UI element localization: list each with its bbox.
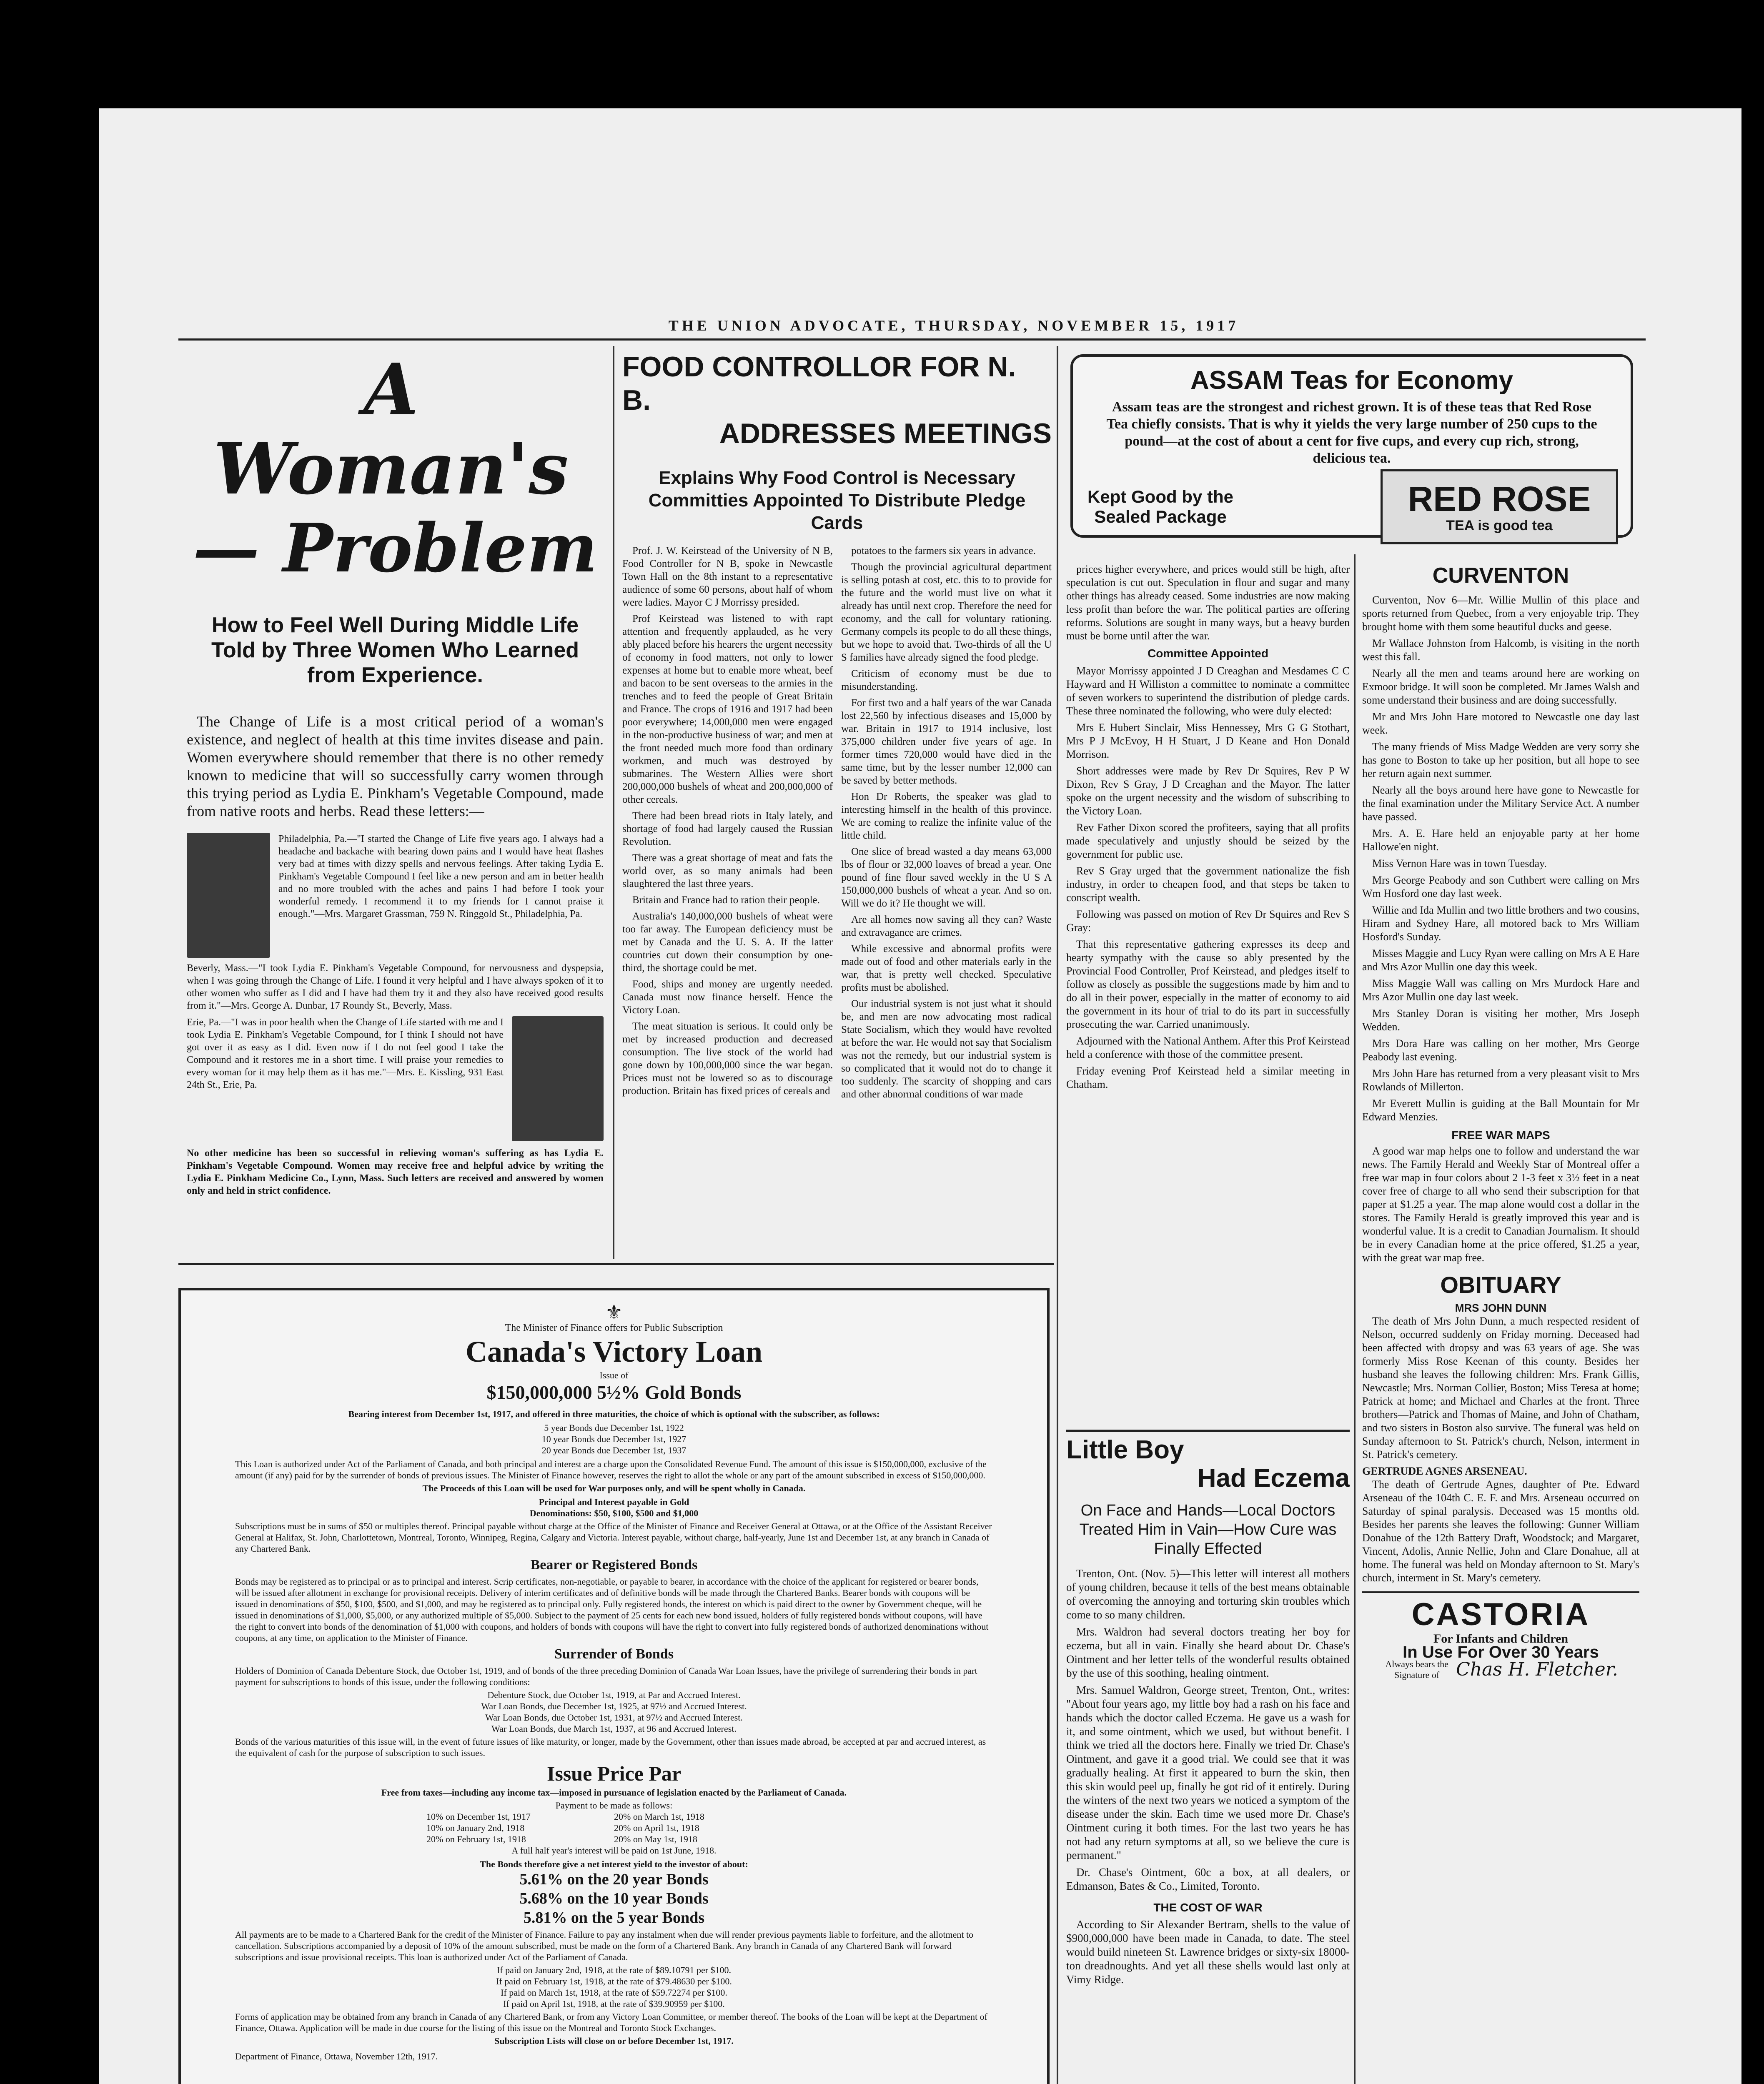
paragraph: potatoes to the farmers six years in advance. [851, 545, 1036, 556]
ad-line: Subscription Lists will close on or before December 1st, 1917. [494, 2036, 734, 2046]
masthead: THE UNION ADVOCATE, THURSDAY, NOVEMBER 15, 1917 [668, 317, 1239, 334]
headline: ADDRESSES MEETINGS [719, 418, 1052, 449]
paragraph: Holders of Dominion of Canada Debenture Stock, due October 1st, 1919, and of bonds of the three preceding Dominion of Canada War Loan Issues, have the privilege of surrendering their bonds in part payment for subscriptions to bonds of this issue, under the following conditions: [235, 1666, 977, 1687]
yield-list [235, 1870, 993, 1927]
paragraph: While excessive and abnormal profits were made out of food and other materials early in the war, that is pretty well checked. Speculative profits must be abolished. [841, 943, 1052, 993]
loan-amount: $150,000,000 5½% Gold Bonds [486, 1382, 742, 1403]
letter-beverly: Beverly, Mass.—"I took Lydia E. Pinkham's Vegetable Compound, for nervousness and dyspepsia, when I was going through the Change of Life. I found it very helpful and I have always spoken of it to other women who suffer as I did and I have had them try it and they also have received good results from it."—Mrs. George A. Dunbar, 17 Roundy St., Beverly, Mass. [187, 963, 604, 1011]
rate: If paid on April 1st, 1918, at the rate of $39.90959 per $100. [503, 1999, 725, 2009]
ad-line: Always bears the Signature of [1385, 1659, 1448, 1680]
maturity-list [235, 1422, 993, 1456]
subhead: Surrender of Bonds [554, 1646, 674, 1662]
brand-sub: TEA is good tea [1446, 517, 1553, 534]
ad-line: In Use For Over 30 Years [1403, 1643, 1599, 1661]
paragraph: Mrs. Waldron had several doctors treating her boy for eczema, but all in vain. Finally she heard about Dr. Chase's Ointment and her letter tells of the wonderful results obtained by the use of this soothing, healing ointment. [1066, 1626, 1350, 1679]
paragraph: Dr. Chase's Ointment, 60c a box, at all dealers, or Edmanson, Bates & Co., Limited, Toronto. [1066, 1866, 1350, 1892]
headline: Had Eczema [1197, 1464, 1350, 1493]
paragraph: Prof Keirstead was listened to with rapt attention and frequently applauded, as he very ably placed before his hearers the urgent necessity of economy in food matters, not only to lower expenses at home but to enable more wheat, beef and bacon to be sent overseas to the armies in the trenches and to feed the people of Great Britain and France. The crops of 1916 and 1917 had been poor everywhere; 14,000,000 men were engaged in the non-productive business of war; and men at the front needed much more food than ordinary workmen, and much was destroyed by submarines. The Western Allies were short 200,000,000 bushels of wheat and 200,000,000 of other cereals. [622, 613, 833, 805]
paragraph: Following was passed on motion of Rev Dr Squires and Rev S Gray: [1066, 908, 1350, 934]
section-title: CURVENTON [1432, 564, 1569, 588]
paragraph: Mrs George Peabody and son Cuthbert were calling on Mrs Wm Hosford one day last week. [1362, 874, 1639, 899]
article-column-1 [622, 544, 833, 1104]
paragraph: Mrs. Samuel Waldron, George street, Trenton, Ont., writes: "About four years ago, my little boy had a rash on his face and hands which the doctor called Eczema. He gave us a wash for it, and some ointment, which we used, but without benefit. I think we tried all the doctors here. Finally we tried Dr. Chase's Ointment, and gave it a good trial. We could see that it was gradually healing. At first it appeared to burn the skin, then this skin would peel up, finally he got rid of it entirely. During the winters of the next two years we noticed a symptom of the disease under the skin. Each time we used more Dr. Chase's Ointment curing it both times. For the last two years he has not had any return symptoms at all, so we believe the cure is permanent." [1066, 1684, 1350, 1861]
paragraph: Forms of application may be obtained from any branch in Canada of any Chartered Bank, or from any Victory Loan Committee, or member thereof. The books of the Loan will be kept at the Department of Finance, Ottawa. Application will be made in due course for the listing of this issue on the Montreal and Toronto Stock Exchanges. [235, 2011, 987, 2033]
ad-title-line1: A Woman's [213, 348, 569, 511]
ad-line: Issue of [599, 1370, 629, 1380]
ad-line: The Proceeds of this Loan will be used for War purposes only, and will be spent wholly in Canada. [422, 1483, 806, 1493]
paragraph: Mayor Morrissy appointed J D Creaghan and Mesdames C C Hayward and H Williston a committee to nominate a committee of seven workers to superintend the distribution of pledge cards. These three nominated the following, who were duly elected: [1066, 665, 1350, 717]
subhead: MRS JOHN DUNN [1455, 1302, 1547, 1314]
paragraph: One slice of bread wasted a day means 63,000 lbs of flour or 32,000 loaves of bread a year. One pound of fine flour saved weekly in the U S A 150,000,000 bushels of wheat a year. And so on. Will we do it? He thought we will. [841, 846, 1052, 909]
tea-package [1381, 469, 1618, 544]
castoria-ad [1362, 1591, 1639, 1681]
column-divider-1 [613, 346, 614, 1259]
paragraph: Mr Wallace Johnston from Halcomb, is visiting in the north west this fall. [1362, 637, 1639, 663]
paragraph: For first two and a half years of the war Canada lost 22,560 by infectious diseases and 15,000 by war. Britain in 1917 to 1914 inclusive, lost 375,000 children under five years of age. In former times 720,000 would have died in the same time, but by the lesser number 12,000 can be saved by better methods. [841, 697, 1052, 786]
paragraph: This Loan is authorized under Act of the Parliament of Canada, and both principal and interest are a charge upon the Consolidated Revenue Fund. The amount of this issue is $150,000,000, exclusive of the amount (if any) paid for by the surrender of bonds of previous issues. The Minister of Finance however, reserves the right to allot the whole or any part of the amount subscribed in excess of $150,000,000. [235, 1459, 987, 1480]
maturity: 20 year Bonds due December 1st, 1937 [541, 1445, 687, 1455]
brand-name: RED ROSE [1408, 479, 1591, 518]
subhead: Principal and Interest payable in Gold [539, 1497, 689, 1507]
rate: If paid on February 1st, 1918, at the rate of $79.48630 per $100. [496, 1976, 732, 1986]
headline: Little Boy [1066, 1435, 1184, 1464]
paragraph: Willie and Ida Mullin and two little brothers and two cousins, Hiram and Sydney Hare, all motored back to Mrs William Hosford's Sunday. [1362, 904, 1639, 943]
paragraph: Prof. J. W. Keirstead of the University of N B, Food Controller for N B, spoke in Newcastle Town Hall on the 8th instant to a representative audience of some 60 persons, about half of whom were ladies. Mayor C J Morrissy presided. [622, 545, 833, 608]
paragraph: Food, ships and money are urgently needed. Canada must now finance herself. Hence the Victory Loan. [622, 979, 833, 1016]
list-item: War Loan Bonds, due October 1st, 1931, at 97½ and Accrued Interest. [485, 1712, 743, 1723]
paragraph: Mr and Mrs John Hare motored to Newcastle one day last week. [1362, 711, 1639, 736]
subhead: Issue Price Par [546, 1762, 682, 1785]
paragraph: Australia's 140,000,000 bushels of wheat were too far away. The European deficiency must be met by Canada and the U. S. A. If the latter countries cut down their consumption by one-third, the shortage could be met. [622, 911, 833, 974]
ad-title: CASTORIA [1411, 1597, 1590, 1632]
ad-intro: The Change of Life is a most critical period of a woman's existence, and neglect of health at this time invites disease and pain. Women everywhere should remember that there is no other remedy known to medicine that will so successfully carry women through this trying period as Lydia E. Pinkham's Vegetable Compound, made from native roots and herbs. Read these letters:— [187, 713, 604, 819]
paragraph: All payments are to be made to a Chartered Bank for the credit of the Minister of Finance. Failure to pay any instalment when due will render previous payments liable to forfeiture, and the allotment to cancellation. Subscriptions accompanied by a deposit of 10% of the amount subscribed, must be made on the form of a Chartered Bank. Any branch in Canada of any Chartered Bank will forward subscriptions and issue provisional receipts. This loan is authorized under Act of the Parliament of Canada. [235, 1929, 974, 1962]
maturity: 10 year Bonds due December 1st, 1927 [541, 1434, 687, 1444]
pinkham-ad [187, 350, 604, 1197]
ad-subtitle: How to Feel Well During Middle Life Told by Three Women Who Learned from Experience. [211, 613, 579, 687]
ad-closing: No other medicine has been so successful in relieving woman's suffering as has Lydia E. Pinkham's Vegetable Compound. Women may receive free and helpful advice by writing the Lydia E. Pinkham Medicine Co., Lynn, Mass. Such letters are received and answered by women only and held in strict confidence. [187, 1148, 604, 1196]
paragraph: Our industrial system is not just what it should be, and men are now advocating most radical State Socialism, which they would have revolted at before the war. He would not say that Socialism was not the remedy, but our industrial system is so complicated that it would not do to change it too suddenly. The scarcity of shopping and cars and other abnormal conditions of war made [841, 998, 1052, 1100]
paragraph: Mrs E Hubert Sinclair, Miss Hennessey, Mrs G G Stothart, Mrs P J McEvoy, H H Stuart, J D Keane and Hon Donald Morrison. [1066, 721, 1350, 760]
paragraph: There had been bread riots in Italy lately, and shortage of food had largely caused the Russian Revolution. [622, 810, 833, 847]
yield: 5.81% on the 5 year Bonds [523, 1909, 705, 1926]
paragraph: prices higher everywhere, and prices would still be high, after speculation is cut out. Speculation in flour and sugar and many other things has already ceased. Some industries are now making less profit than before the war. The political parties are offering reforms. Solutions are sought in many ways, but a heavy burden must be borne until after the war. [1066, 563, 1350, 642]
paragraph: Bonds of the various maturities of this issue will, in the event of future issues of like maturity, or longer, made by the Government, other than issues made abroad, be accepted at par and accrued interest, as the equivalent of cash for the purpose of subscription to such issues. [235, 1736, 986, 1758]
red-rose-ad [1070, 354, 1633, 538]
list-item: War Loan Bonds, due December 1st, 1925, at 97½ and Accrued Interest. [481, 1701, 747, 1711]
crest-icon: ⚜ [605, 1302, 623, 1324]
offer-line: The Minister of Finance offers for Public Subscription [505, 1323, 723, 1333]
rate: If paid on March 1st, 1918, at the rate of $59.72274 per $100. [501, 1987, 727, 1998]
headline: FOOD CONTROLLOR FOR N. B. [622, 351, 1016, 416]
list-item: War Loan Bonds, due March 1st, 1937, at 96 and Accrued Interest. [491, 1723, 737, 1734]
ad-line: Denominations: $50, $100, $500 and $1,000 [529, 1508, 699, 1518]
paragraph: According to Sir Alexander Bertram, shells to the value of $900,000,000 have been made in Canada, to date. The steel would build nineteen St. Lawrence bridges or sixty-six 18000-ton dreadnoughts. And yet all these shells would last only at Vimy Ridge. [1066, 1918, 1350, 1986]
portrait-image [512, 1016, 604, 1141]
food-article-continued [1066, 563, 1350, 1095]
signature: Chas H. Fletcher. [1456, 1659, 1618, 1680]
ad-line: Bearing interest from December 1st, 1917, and offered in three maturities, the choice of which is optional with the subscriber, as follows: [348, 1409, 880, 1419]
paragraph: Mrs Dora Hare was calling on her mother, Mrs George Peabody last evening. [1362, 1037, 1639, 1063]
paragraph: Curventon, Nov 6—Mr. Willie Mullin of this place and sports returned from Quebec, from a very enjoyable trip. They brought home with them some beautiful ducks and geese. [1362, 594, 1639, 633]
paragraph: Hon Dr Roberts, the speaker was glad to interesting himself in the health of this province. We are coming to realize the infinite value of the little child. [841, 791, 1052, 841]
paragraph: Subscriptions must be in sums of $50 or multiples thereof. Principal payable without charge at the Office of the Minister of Finance and Receiver General at Ottawa, or at the Office of the Assistant Receiver General at Halifax, St. John, Charlottetown, Montreal, Toronto, Winnipeg, Regina, Calgary and Victoria. Interest payable, without charge, half-yearly, June 1st and December 1st, at any branch in Canada of any Chartered Bank. [235, 1521, 992, 1554]
paragraph: The death of Gertrude Agnes, daughter of Pte. Edward Arseneau of the 104th C. E. F. and Mrs. Arseneau occurred on Saturday of spinal paralysis. Deceased was 15 months old. Besides her parents she leaves the following: Gunner William Donahue of the 12th Battery Draft, Woodstock; and Margaret, Vincent, Adolis, Annie Nellie, John and Clare Donahue, all at home. The funeral was held on Monday afternoon to St. Mary's church, interment in St. Mary's cemetery. [1362, 1478, 1639, 1584]
paragraph: Nearly all the boys around here have gone to Newcastle for the final examination under the Military Service Act. A number have passed. [1362, 784, 1639, 823]
paragraph: Trenton, Ont. (Nov. 5)—This letter will interest all mothers of young children, because it tells of the best means obtainable of overcoming the annoying and torturing skin troubles which come to so many children. [1066, 1567, 1350, 1621]
paragraph: Miss Maggie Wall was calling on Mrs Murdock Hare and Mrs Azor Mullin one day last week. [1362, 977, 1639, 1003]
deck: Explains Why Food Control is Necessary Committies Appointed To Distribute Pledge Cards [648, 468, 1026, 533]
paragraph: Criticism of economy must be due to misunderstanding. [841, 668, 1052, 692]
paragraph: That this representative gathering expresses its deep and hearty sympathy with the cause so ably presented by the Provincial Food Controller, Prof Keirstead, and pledges itself to follow as closely as possible the suggestions made by him and to do all in their power, especially in the matter of economy to aid the government in its hour of trial to do its part in successfully prosecuting the war. Carried unanimously. [1066, 938, 1350, 1030]
ad-title-line2: — Problem [193, 509, 598, 587]
paragraph: Short addresses were made by Rev Dr Squires, Rev P W Dixon, Rev S Gray, J D Creaghan and the Mayor. The latter spoke on the urgent necessity and the wisdom of subscribing to the Victory Loan. [1066, 765, 1350, 817]
column-divider-3 [1354, 554, 1356, 2084]
surrender-list [235, 1689, 993, 1734]
newspaper-page [99, 108, 1741, 2084]
subhead: Bearer or Registered Bonds [530, 1557, 698, 1573]
portrait-image [187, 833, 270, 958]
food-article [622, 350, 1052, 1104]
column-divider-2 [1057, 346, 1058, 2084]
paragraph: Mrs. A. E. Hare held an enjoyable party at her home Hallowe'en night. [1362, 827, 1639, 853]
subhead: THE COST OF WAR [1153, 1901, 1263, 1914]
paragraph: Mrs John Hare has returned from a very pleasant visit to Mrs Rowlands of Millerton. [1362, 1067, 1639, 1093]
paragraph: The death of Mrs John Dunn, a much respected resident of Nelson, occurred suddenly on Friday morning. Deceased had been affected with dropsy and was 63 years of age. She was formerly Miss Rose Keenan of this county. Besides her husband she leaves the following children: Mrs. Frank Gillis, Newcastle; Mrs. Norman Collier, Boston; Miss Teresa at home; Patrick at home; and Michael and Charles at the front. Three brothers—Patrick and Thomas of Maine, and John of Chatham, and two sisters in Boston also survive. The funeral was held on Sunday afternoon to St. Patrick's church, Nelson, interment in St. Patrick's cemetery. [1362, 1315, 1639, 1460]
paragraph: The many friends of Miss Madge Wedden are very sorry she has gone to Boston to take up her position, but all hope to see her return again next summer. [1362, 741, 1639, 779]
yield: 5.68% on the 10 year Bonds [519, 1890, 709, 1907]
rate-schedule [235, 1964, 993, 2009]
payment-schedule [426, 1811, 802, 1845]
subhead: FREE WAR MAPS [1451, 1129, 1550, 1142]
ad-title: ASSAM Teas for Economy [1190, 366, 1513, 395]
victory-loan-ad [178, 1288, 1050, 2084]
masthead-rule [178, 338, 1646, 341]
section-rule [178, 1263, 1054, 1265]
ad-title: Canada's Victory Loan [465, 1335, 763, 1368]
letter-erie: Erie, Pa.—"I was in poor health when the Change of Life started with me and I took Lydia E. Pinkham's Vegetable Compound, for I think I should not have got over it as easy as I did. Even now if I do not feel good I take the Compound and it restores me in a short time. I will praise your remedies to every woman for it may help them as it has me."—Mrs. E. Kissling, 931 East 24th St., Erie, Pa. [187, 1017, 504, 1090]
paragraph: Friday evening Prof Keirstead held a similar meeting in Chatham. [1066, 1065, 1350, 1090]
paragraph: Though the provincial agricultural department is selling potash at cost, etc. this to to provide for the future and the world must live on what it already has until next crop. Therefore the need for economy, and the call for voluntary rationing. Germany compels its people to do all these things, but we hope to avoid that. Two-thirds of all the U S families have already signed the food pledge. [841, 561, 1052, 663]
payment: 20% on March 1st, 1918 [614, 1811, 704, 1822]
paragraph: Misses Maggie and Lucy Ryan were calling on Mrs A E Hare and Mrs Azor Mullin one day this week. [1362, 947, 1639, 973]
dept-line: Department of Finance, Ottawa, November 12th, 1917. [235, 2051, 438, 2061]
subhead: Committee Appointed [1148, 647, 1268, 660]
subhead: GERTRUDE AGNES ARSENEAU. [1362, 1465, 1527, 1477]
payment: 20% on February 1st, 1918 [426, 1834, 526, 1844]
ad-line: Free from taxes—including any income tax—imposed in pursuance of legislation enacted by the Parliament of Canada. [381, 1787, 847, 1798]
curventon-column [1362, 563, 1639, 1681]
ad-line: For Infants and Children [1433, 1632, 1569, 1646]
paragraph: A good war map helps one to follow and understand the war news. The Family Herald and Weekly Star of Montreal offer a free war map in four colors about 2 1-3 feet x 3½ feet in a neat cover free of charge to all who send their subscription for that paper at $1.25 a year. The map alone would cost a dollar in the stores. The Family Herald is greatly improved this year and is wonderful value. It is a credit to Canadian Journalism. It should be in every Canadian home at the price offered, $1.25 a year, with the great war map free. [1362, 1145, 1639, 1264]
letter-philadelphia: Philadelphia, Pa.—"I started the Change of Life five years ago. I always had a headache and backache with bearing down pains and I would have heat flashes very bad at times with dizzy spells and nervous feelings. After taking Lydia E. Pinkham's Vegetable Compound I feel like a new person and am in better health and no more troubled with the aches and pains I had before I took your wonderful remedy. I recommend it to my friends for I cannot praise it enough."—Mrs. Margaret Grassman, 759 N. Ringgold St., Philadelphia, Pa. [278, 834, 604, 919]
paragraph: The meat situation is serious. It could only be met by increased production and decreased consumption. The live stock of the world had gone down by 100,000,000 since the war began. Prices must not be lowered so as to discourage production. Britain has fixed prices of cereals and [622, 1021, 833, 1097]
ad-line: A full half year's interest will be paid on 1st June, 1918. [511, 1845, 717, 1856]
paragraph: There was a great shortage of meat and fats the world over, as so many animals had been slaughtered the last three years. [622, 852, 833, 889]
deck: On Face and Hands—Local Doctors Treated Him in Vain—How Cure was Finally Effected [1079, 1502, 1337, 1558]
paragraph: Miss Vernon Hare was in town Tuesday. [1372, 857, 1547, 869]
paragraph: Mr Everett Mullin is guiding at the Ball Mountain for Mr Edward Menzies. [1362, 1097, 1639, 1123]
rate: If paid on January 2nd, 1918, at the rate of $89.10791 per $100. [496, 1965, 732, 1975]
paragraph: Rev S Gray urged that the government nationalize the fish industry, in order to cheapen food, and that steps be taken to conscript wealth. [1066, 865, 1350, 904]
paragraph: Bonds may be registered as to principal or as to principal and interest. Scrip certificates, non-negotiable, or payable to bearer, in accordance with the choice of the applicant for registered or bearer bonds, will be issued after allotment in exchange for provisional receipts. Delivery of interim certificates and of definitive bonds will be made through the Chartered Banks. Bearer bonds with coupons will be issued in denominations of $50, $100, $500, and $1,000, and may be registered as to principal only. Fully registered bonds, the interest on which is paid direct to the owner by Government cheque, will be issued in denominations of $1,000, $5,000, or any authorized multiple of $5,000. Subject to the payment of 25 cents for each new bond issued, holders of fully registered bonds without coupons, will have the right to convert into bonds of the denomination of $1,000 with coupons, and holders of bonds with coupons will have the right to convert into fully registered bonds of authorized denominations without coupons, at any time, on application to the Minister of Finance. [235, 1576, 989, 1643]
paragraph: Rev Father Dixon scored the profiteers, saying that all profits made speculatively and unjustly should be seized by the government for public use. [1066, 822, 1350, 860]
article-column-2 [841, 544, 1052, 1104]
eczema-article [1066, 1430, 1350, 1990]
section-title: OBITUARY [1440, 1272, 1561, 1298]
yield: 5.61% on the 20 year Bonds [519, 1871, 709, 1888]
maturity: 5 year Bonds due December 1st, 1922 [544, 1423, 684, 1433]
payment: 20% on May 1st, 1918 [614, 1834, 697, 1844]
payment: 20% on April 1st, 1918 [614, 1823, 699, 1833]
paragraph: Nearly all the men and teams around here are working on Exmoor bridge. It will soon be completed. Mr James Walsh and some understand their business and are doing successfully. [1362, 667, 1639, 706]
ad-body: Assam teas are the strongest and richest grown. It is of these teas that Red Rose Tea chiefly consists. That is why it yields the very large number of 250 cups to the pound—at the cost of about a cent for five cups, and every cup rich, strong, delicious tea. [1106, 399, 1597, 466]
ad-line: The Bonds therefore give a net interest yield to the investor of about: [480, 1859, 748, 1869]
paragraph: Adjourned with the National Anthem. After this Prof Keirstead held a conference with those of the committee present. [1066, 1035, 1350, 1060]
list-item: Debenture Stock, due October 1st, 1919, at Par and Accrued Interest. [487, 1690, 741, 1700]
payment: 10% on January 2nd, 1918 [426, 1823, 525, 1833]
paragraph: Are all homes now saving all they can? Waste and extravagance are crimes. [841, 914, 1052, 938]
ad-line: Payment to be made as follows: [555, 1800, 673, 1811]
ad-tagline: Kept Good by the Sealed Package [1087, 487, 1233, 526]
payment: 10% on December 1st, 1917 [426, 1811, 531, 1822]
paragraph: Britain and France had to ration their people. [632, 894, 820, 906]
paragraph: Mrs Stanley Doran is visiting her mother, Mrs Joseph Wedden. [1362, 1007, 1639, 1033]
